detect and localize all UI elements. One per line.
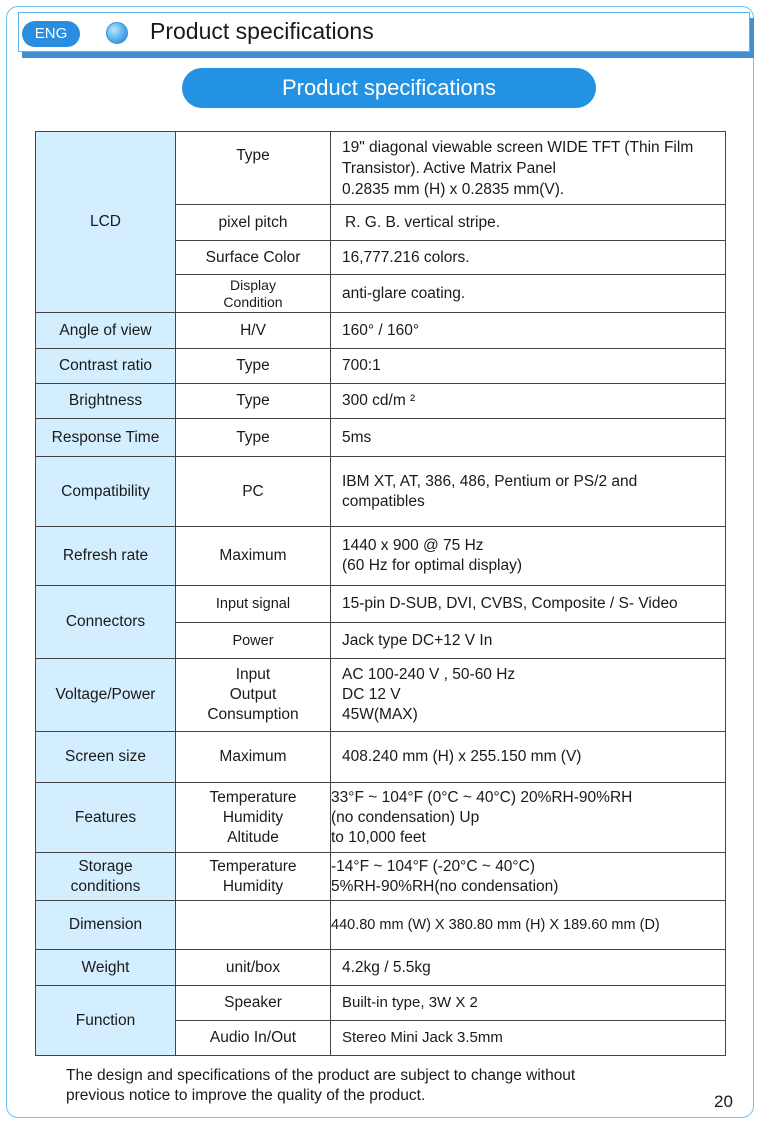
sub-response-type: Type: [176, 419, 331, 457]
value-features: 33°F ~ 104°F (0°C ~ 40°C) 20%RH-90%RH (no condensation) Up to 10,000 feet: [331, 783, 725, 853]
value-brightness: 300 cd/m ²: [331, 384, 725, 419]
value-weight: 4.2kg / 5.5kg: [331, 950, 725, 986]
sub-dimension: [176, 901, 331, 950]
value-dimension: 440.80 mm (W) X 380.80 mm (H) X 189.60 mm (D): [331, 901, 725, 950]
category-brightness: Brightness: [36, 384, 176, 419]
footnote: The design and specifications of the product are subject to change without previous notice to improve the quality of the product.: [66, 1067, 576, 1104]
sub-pixel-pitch: pixel pitch: [176, 205, 331, 241]
category-contrast-ratio: Contrast ratio: [36, 349, 176, 384]
sub-surface-color: Surface Color: [176, 241, 331, 275]
sub-temp-humidity-altitude: Temperature Humidity Altitude: [176, 783, 331, 853]
category-connectors: Connectors: [36, 586, 176, 659]
category-compatibility: Compatibility: [36, 457, 176, 527]
category-angle-of-view: Angle of view: [36, 313, 176, 349]
value-pixel-pitch: R. G. B. vertical stripe.: [331, 205, 725, 241]
category-weight: Weight: [36, 950, 176, 986]
value-compatibility: IBM XT, AT, 386, 486, Pentium or PS/2 and compatibles: [331, 457, 725, 527]
sub-refresh-maximum: Maximum: [176, 527, 331, 586]
sub-brightness-type: Type: [176, 384, 331, 419]
category-features: Features: [36, 783, 176, 853]
category-storage-conditions: Storage conditions: [36, 853, 176, 901]
category-voltage-power: Voltage/Power: [36, 659, 176, 732]
value-angle-of-view: 160° / 160°: [331, 313, 725, 349]
value-power: Jack type DC+12 V In: [331, 623, 725, 659]
language-badge: ENG: [22, 21, 80, 47]
sub-temp-humidity: Temperature Humidity: [176, 853, 331, 901]
value-surface-color: 16,777.216 colors.: [331, 241, 725, 275]
sub-hv: H/V: [176, 313, 331, 349]
sub-input-output-consumption: Input Output Consumption: [176, 659, 331, 732]
sub-speaker: Speaker: [176, 986, 331, 1021]
sub-display-condition: Display Condition: [176, 275, 331, 313]
value-speaker: Built-in type, 3W X 2: [331, 986, 725, 1021]
category-response-time: Response Time: [36, 419, 176, 457]
category-refresh-rate: Refresh rate: [36, 527, 176, 586]
sub-type: Type: [176, 132, 331, 205]
value-screen-size: 408.240 mm (H) x 255.150 mm (V): [331, 732, 725, 783]
value-response-time: 5ms: [331, 419, 725, 457]
value-display-condition: anti-glare coating.: [331, 275, 725, 313]
value-storage-conditions: -14°F ~ 104°F (-20°C ~ 40°C) 5%RH-90%RH(no condensation): [331, 853, 725, 901]
spec-table: [35, 131, 726, 1056]
section-title: Product specifications: [182, 68, 596, 108]
sub-audio-in-out: Audio In/Out: [176, 1021, 331, 1055]
header-title: Product specifications: [150, 18, 374, 44]
sub-unit-box: unit/box: [176, 950, 331, 986]
sub-pc: PC: [176, 457, 331, 527]
value-voltage-power: AC 100-240 V , 50-60 Hz DC 12 V 45W(MAX): [331, 659, 725, 732]
category-dimension: Dimension: [36, 901, 176, 950]
sub-contrast-type: Type: [176, 349, 331, 384]
category-lcd: LCD: [36, 132, 176, 313]
category-screen-size: Screen size: [36, 732, 176, 783]
value-type: 19" diagonal viewable screen WIDE TFT (Thin Film Transistor). Active Matrix Panel 0.2835 mm (H) x 0.2835 mm(V).: [331, 132, 725, 205]
page-number: 20: [714, 1092, 733, 1111]
value-refresh-rate: 1440 x 900 @ 75 Hz (60 Hz for optimal display): [331, 527, 725, 586]
category-function: Function: [36, 986, 176, 1055]
value-contrast-ratio: 700:1: [331, 349, 725, 384]
sub-power: Power: [176, 623, 331, 659]
sub-input-signal: Input signal: [176, 586, 331, 623]
value-input-signal: 15-pin D-SUB, DVI, CVBS, Composite / S- Video: [331, 586, 725, 623]
value-audio-in-out: Stereo Mini Jack 3.5mm: [342, 1029, 503, 1046]
sub-screen-maximum: Maximum: [176, 732, 331, 783]
globe-icon: [106, 22, 128, 44]
